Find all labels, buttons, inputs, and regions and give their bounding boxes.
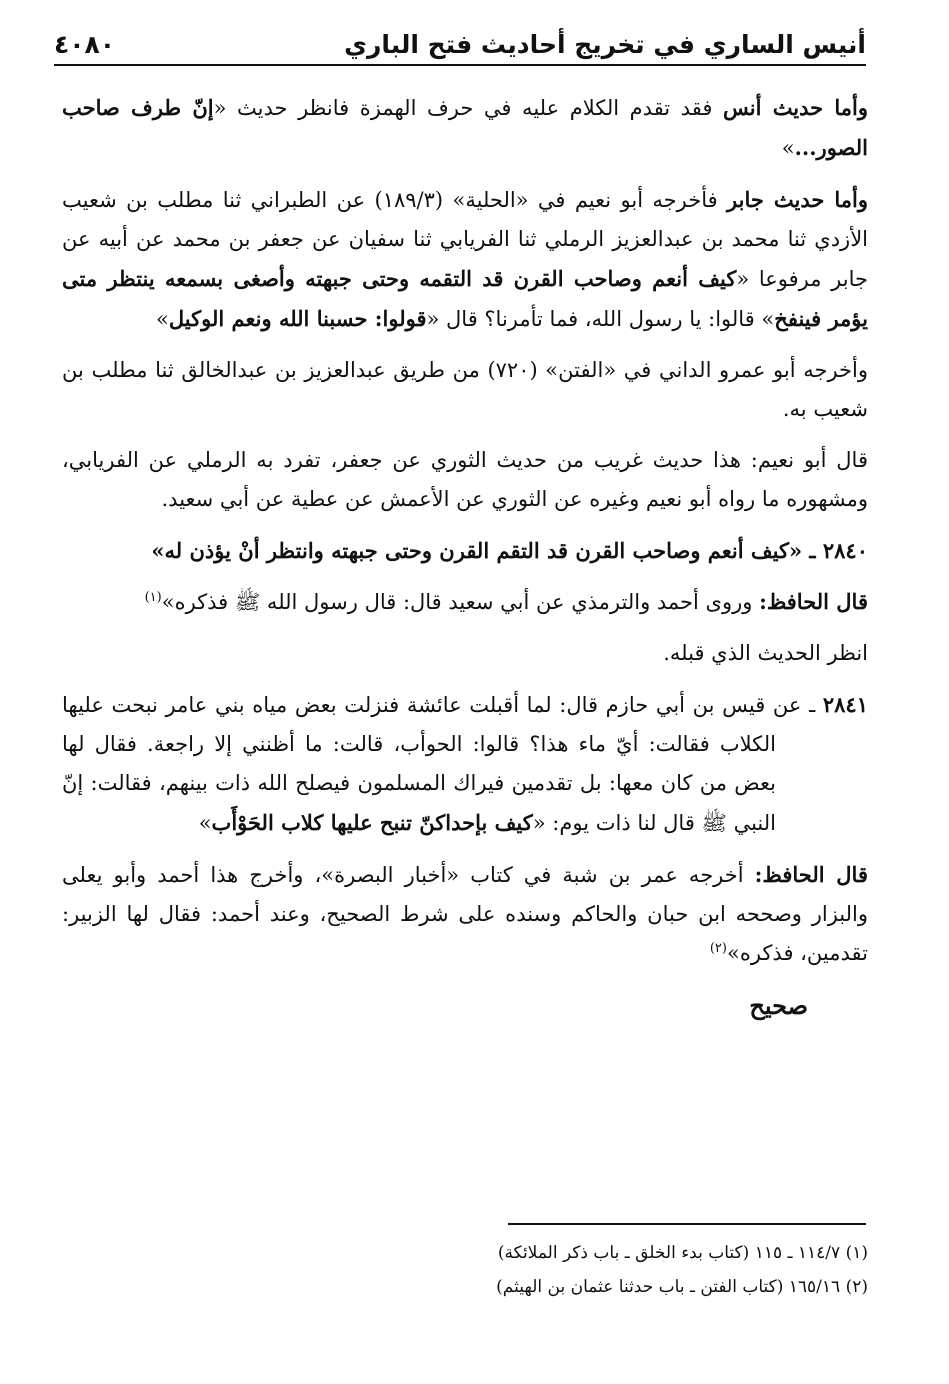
paragraph-text: » قالوا: يا رسول الله، فما تأمرنا؟ قال « [426,307,775,331]
lead-in: قال الحافظ: [759,589,868,614]
running-header [54,22,866,66]
footnote-separator [508,1223,866,1225]
footnote-ref-2: (٢) [709,941,727,956]
paragraph-text: وروى أحمد والترمذي عن أبي سعيد قال: قال رسول الله ﷺ فذكره» [161,590,760,614]
paragraph-text: ـ عن قيس بن أبي حازم قال: لما أقبلت عائشة فنزلت بعض مياه بني عامر نبحت عليها الكلاب فقالت: أيّ ماء هذا؟ قالوا: الحوأب، قالت: ما أظنني إلا راجعة. فقال لها بعض من كان معها: بل تقدمين فيراك المسلمون فيصلح الله ذات بينهم، فقالت: إنّ النبي ﷺ قال لنا ذات يوم: « [62,693,823,835]
quote-close: » [781,136,795,160]
header-rule [54,64,866,66]
hadith-quote: كيف أنعم وصاحب القرن قد التقمه وحتى جبهته وأصغى بسمعه ينتظر متى يؤمر فينفخ [62,266,868,331]
main-text [62,88,868,1044]
paragraph-hafiz-2 [62,855,868,973]
paragraph-see-previous: انظر الحديث الذي قبله. [663,641,868,665]
footnote-ref-1: (١) [144,590,162,605]
verdict-label: صحيح [749,991,808,1020]
footnotes [62,1236,868,1304]
quote-close: » [198,811,212,835]
lead-in: قال الحافظ: [754,862,868,887]
hadith-quote: إنّ طرف صاحب الصور... [62,95,868,160]
paragraph-text: فقد تقدم الكلام عليه في حرف الهمزة فانظر حديث « [213,96,724,120]
paragraph-jabir [62,180,868,339]
lead-in: وأما حديث جابر [727,187,868,212]
hadith-quote: قولوا: حسبنا الله ونعم الوكيل [168,306,427,331]
page-number: ٤٠٨٠ [54,30,116,59]
paragraph-text: أخرجه عمر بن شبة في كتاب «أخبار البصرة»، وأخرج هذا أحمد وأبو يعلى والبزار وصححه ابن حبان والحاكم وسنده على شرط الصحيح، وعند أحمد: فقال لها الزبير: تقدمين، فذكره» [62,863,868,965]
paragraph-dani: وأخرجه أبو عمرو الداني في «الفتن» (٧٢٠) من طريق عبدالعزيز بن عبدالخالق ثنا مطلب بن شعيب به. [62,358,868,421]
quote-close: » [156,307,169,331]
hadith-heading-2840: ٢٨٤٠ ـ «كيف أنعم وصاحب القرن قد التقم القرن وحتى جبهته وانتظر أنْ يؤذن له» [151,538,868,563]
paragraph-abu-nuaym: قال أبو نعيم: هذا حديث غريب من حديث الثوري عن جعفر، تفرد به الرملي عن الفريابي، ومشهوره ما رواه أبو نعيم وغيره عن الثوري عن الأعمش عن عطية عن أبي سعيد. [62,448,868,511]
paragraph-text: فأخرجه أبو نعيم في «الحلية» (١٨٩/٣) عن الطبراني ثنا مطلب بن شعيب الأزدي ثنا محمد بن عبدالعزيز الرملي ثنا الفريابي ثنا سفيان عن جعفر بن محمد عن أبيه عن جابر مرفوعا « [62,188,868,291]
footnote-item: (٢) ١٦٥/١٦ (كتاب الفتن ـ باب حدثنا عثمان بن الهيثم) [496,1277,868,1297]
hadith-number: ٢٨٤١ [822,692,868,717]
book-title: أنيس الساري في تخريج أحاديث فتح الباري [344,30,866,59]
hadith-quote: كيف بإحداكنّ تنبح عليها كلاب الحَوْأَب [211,810,533,835]
paragraph-anas [62,88,868,168]
lead-in: وأما حديث أنس [723,95,869,120]
footnote-item: (١) ١١٤/٧ ـ ١١٥ (كتاب بدء الخلق ـ باب ذكر الملائكة) [497,1243,868,1263]
hadith-2841 [62,685,868,843]
paragraph-hafiz-1 [62,582,868,622]
